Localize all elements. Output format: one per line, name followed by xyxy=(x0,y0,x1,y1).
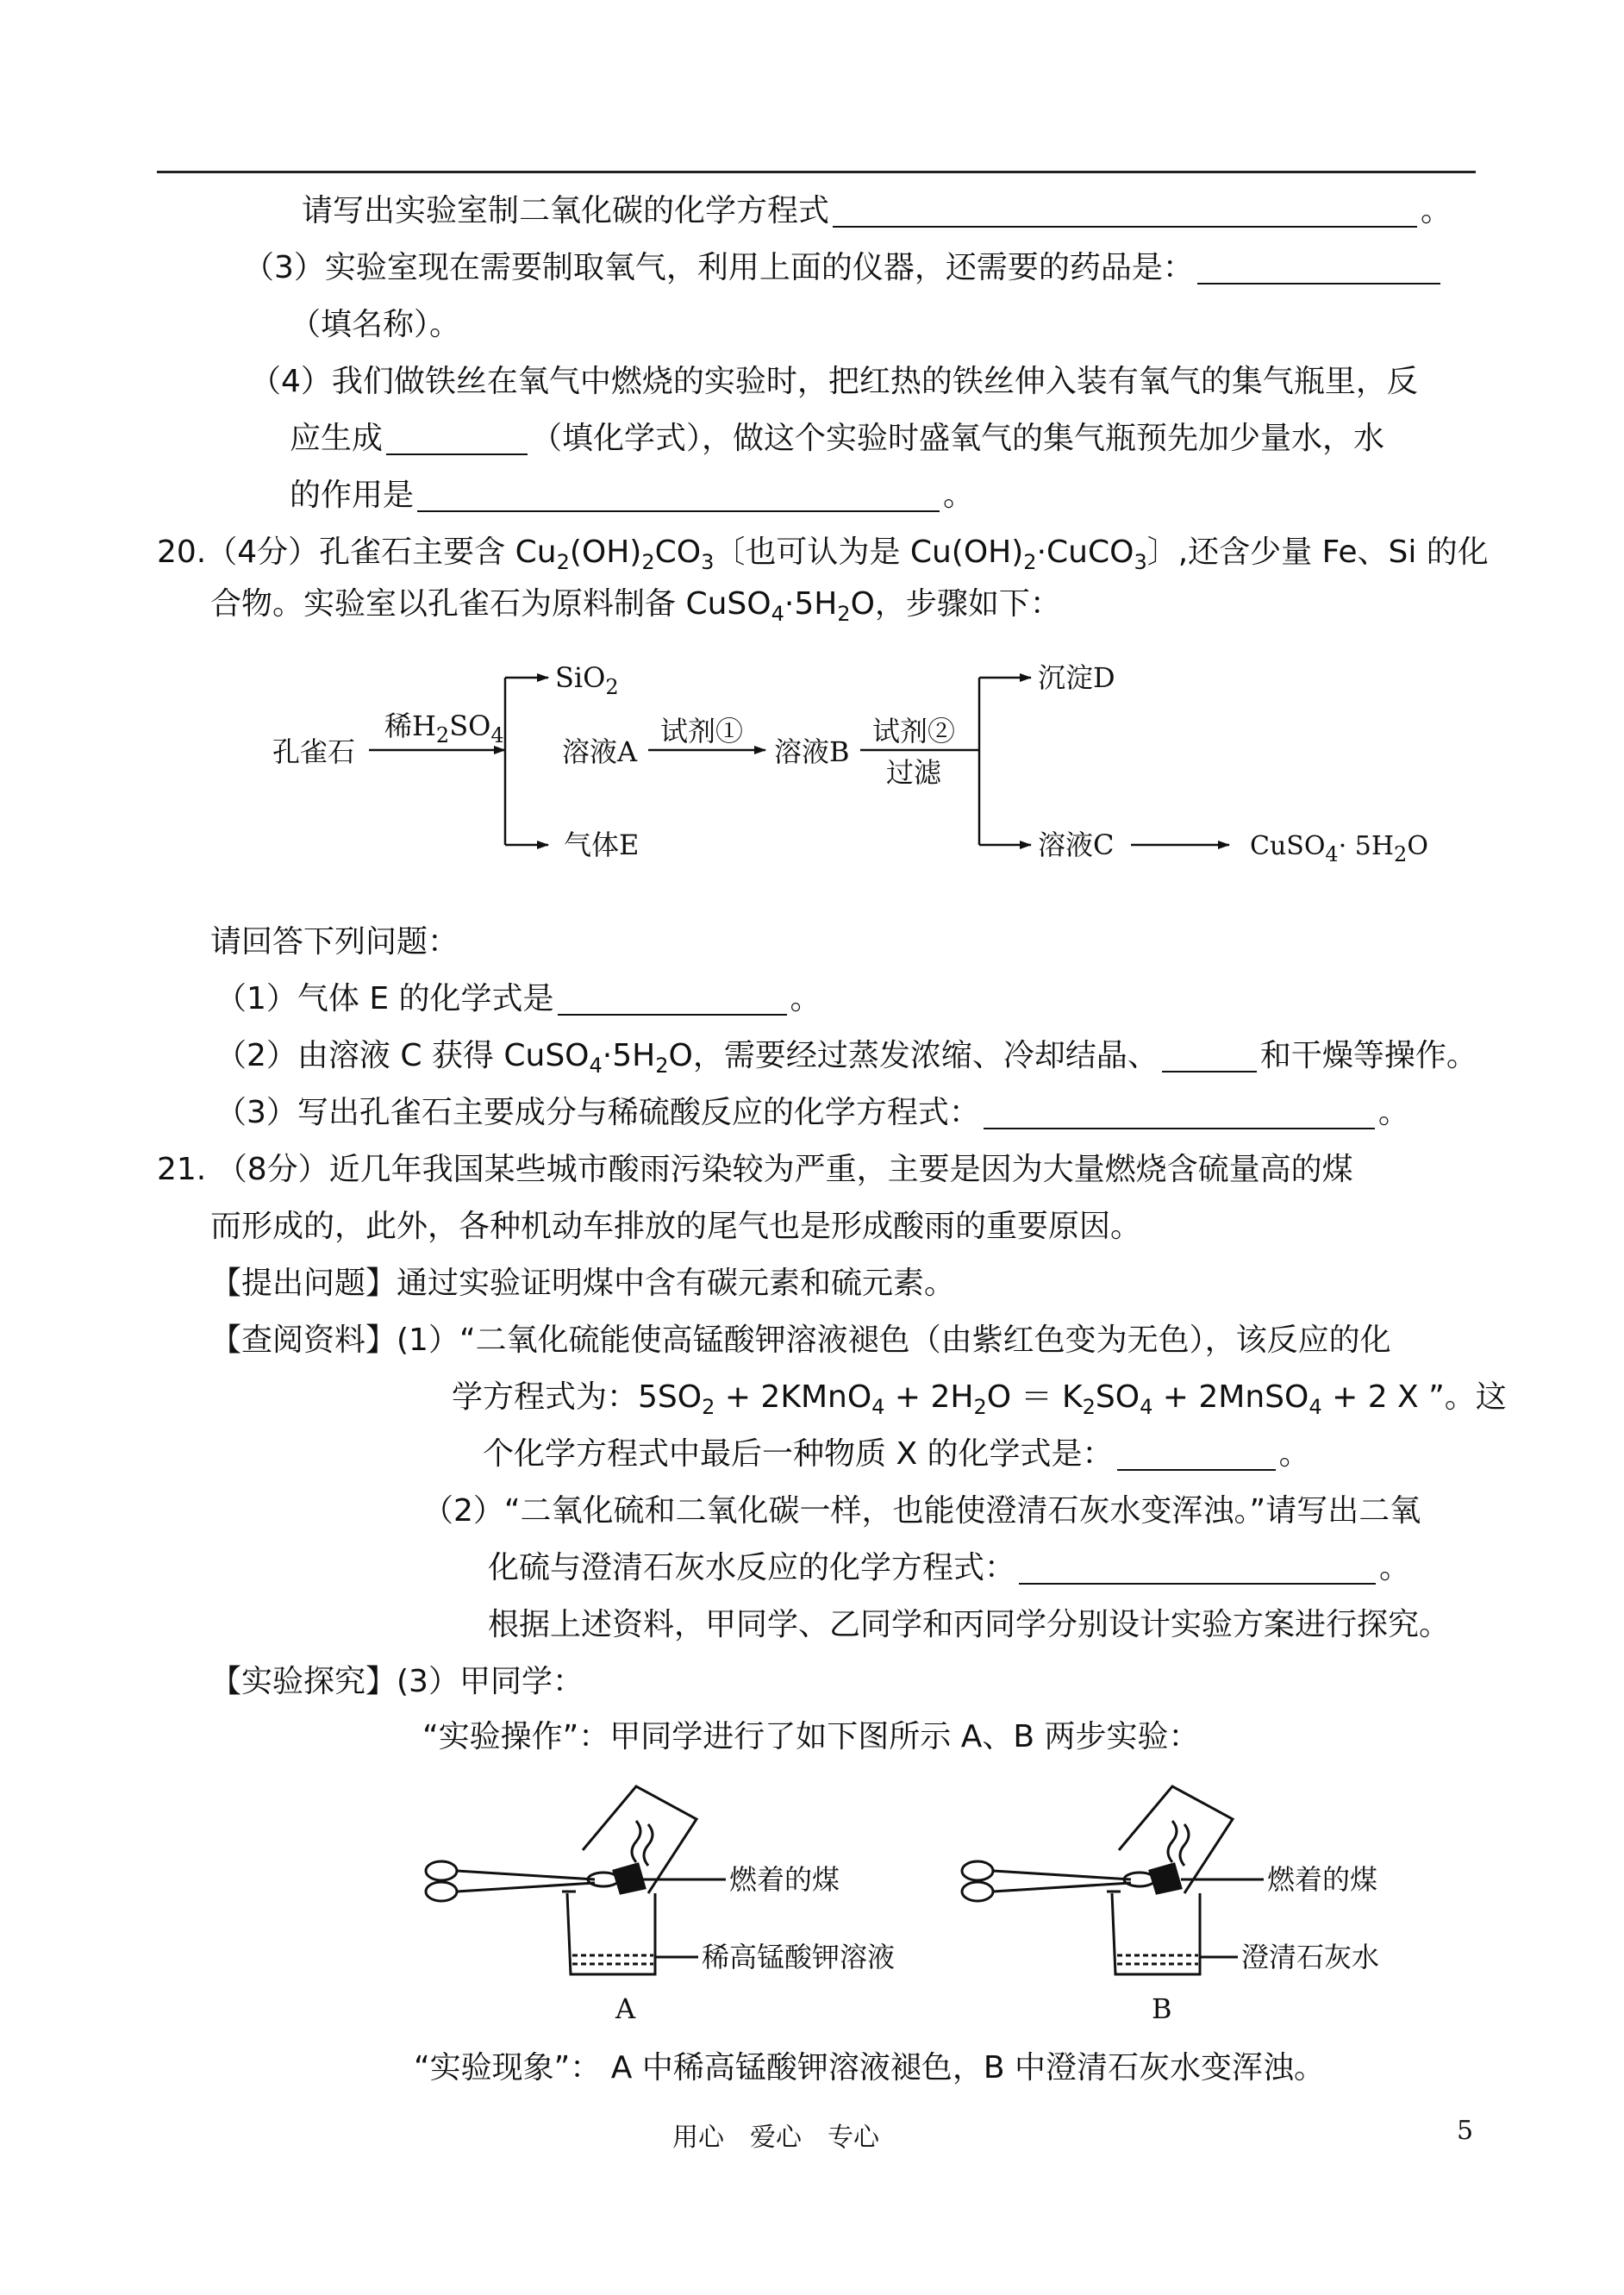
q21-operation-line: “实验操作”：甲同学进行了如下图所示 A、B 两步实验： xyxy=(422,1719,1200,1754)
flow-product: CuSO$_4$· $5H_2O$ xyxy=(1250,831,1428,866)
q21-line2: 而形成的，此外，各种机动车排放的尾气也是形成酸雨的重要原因。 xyxy=(210,1209,1142,1244)
q21-equation-line: 学方程式为：$5SO_2$ + 2KMnO$_4$ + $2H_2O = K_2SO_4$ + 2MnSO$_4$ + 2 X ”。这 xyxy=(452,1379,1507,1419)
q19-part3-line2: （填名称）。 xyxy=(290,307,461,342)
label-kmno4-solution: 稀高锰酸钾溶液 xyxy=(702,1941,896,1973)
q19-part4-line2: 应生成 （填化学式），做这个实验时盛氧气的集气瓶预先加少量水，水 xyxy=(290,421,1385,456)
label-figure-a: A xyxy=(615,1992,636,2025)
page-number: 5 xyxy=(1457,2116,1474,2146)
flow-reagent-h2so4: 稀$H_2SO_4$ xyxy=(384,710,504,747)
q21-explore-heading: 【实验探究】(3）甲同学： xyxy=(210,1664,584,1699)
q21-phenomenon-line: “实验现象”： A 中稀高锰酸钾溶液褪色，B 中澄清石灰水变浑浊。 xyxy=(414,2050,1325,2086)
q21-ref2-line2: 化硫与澄清石灰水反应的化学方程式： 。 xyxy=(488,1550,1411,1585)
flow-solution-c: 溶液C xyxy=(1038,829,1115,861)
label-figure-b: B xyxy=(1152,1992,1172,2025)
flow-precipitate-d: 沉淀D xyxy=(1038,661,1115,694)
q20-line1: 20.（4分）孔雀石主要含 $Cu_2(OH)_2CO_3$〔也可认为是 $Cu(OH)_2\cdot CuCO_3$〕,还含少量 Fe、Si 的化 xyxy=(157,535,1489,574)
q21-x-line: 个化学方程式中最后一种物质 X 的化学式是： 。 xyxy=(483,1436,1310,1472)
q21-design-line: 根据上述资料，甲同学、乙同学和丙同学分别设计实验方案进行探究。 xyxy=(488,1607,1451,1642)
flow-reagent-1: 试剂① xyxy=(660,715,744,747)
q19-part3-line1: （3）实验室现在需要制取氧气，利用上面的仪器，还需要的药品是： xyxy=(243,247,1444,290)
flow-solution-b: 溶液B xyxy=(774,735,850,768)
q19-part4-line1: （4）我们做铁丝在氧气中燃烧的实验时，把红热的铁丝伸入装有氧气的集气瓶里，反 xyxy=(250,364,1418,399)
flow-gas-e: 气体E xyxy=(564,829,640,861)
flow-filter: 过滤 xyxy=(886,756,942,789)
q20-part2: （2）由溶液 C 获得 $CuSO_4\cdot 5H_2O$，需要经过蒸发浓缩、冷却结晶、 和干燥等操作。 xyxy=(215,1038,1477,1078)
q21-question-heading: 【提出问题】通过实验证明煤中含有碳元素和硫元素。 xyxy=(210,1266,956,1301)
q21-reference-heading: 【查阅资料】(1）“二氧化硫能使高锰酸钾溶液褪色（由紫红色变为无色），该反应的化 xyxy=(210,1323,1391,1358)
apparatus-a xyxy=(426,1786,726,1974)
q21-line1: 21. （8分）近几年我国某些城市酸雨污染较为严重，主要是因为大量燃烧含硫量高的煤 xyxy=(157,1152,1353,1187)
q20-part3: （3）写出孔雀石主要成分与稀硫酸反应的化学方程式： 。 xyxy=(215,1095,1409,1130)
footer-motto: 用心 爱心 专心 xyxy=(672,2123,879,2153)
label-limewater: 澄清石灰水 xyxy=(1241,1941,1380,1973)
q20-line2: 合物。实验室以孔雀石为原料制备 $CuSO_4\cdot 5H_2O$，步骤如下： xyxy=(210,586,1061,626)
q19-part4-line3: 的作用是 。 xyxy=(290,478,975,513)
flow-solution-a: 溶液A xyxy=(562,735,638,768)
flow-reagent-2: 试剂② xyxy=(872,715,956,747)
q21-ref2-line1: （2）“二氧化硫和二氧化碳一样，也能使澄清石灰水变浑浊。”请写出二氧 xyxy=(422,1493,1421,1529)
label-burning-coal-a: 燃着的煤 xyxy=(729,1863,840,1896)
q19-co2-line: 请写出实验室制二氧化碳的化学方程式 。 xyxy=(302,193,1452,228)
flow-malachite: 孔雀石 xyxy=(272,735,356,768)
q20-ask: 请回答下列问题： xyxy=(210,924,459,960)
apparatus-b xyxy=(962,1786,1264,1974)
flow-sio2: SiO$_2$ xyxy=(555,661,619,699)
q20-part1: （1）气体 E 的化学式是 。 xyxy=(215,981,821,1016)
label-burning-coal-b: 燃着的煤 xyxy=(1267,1863,1378,1896)
